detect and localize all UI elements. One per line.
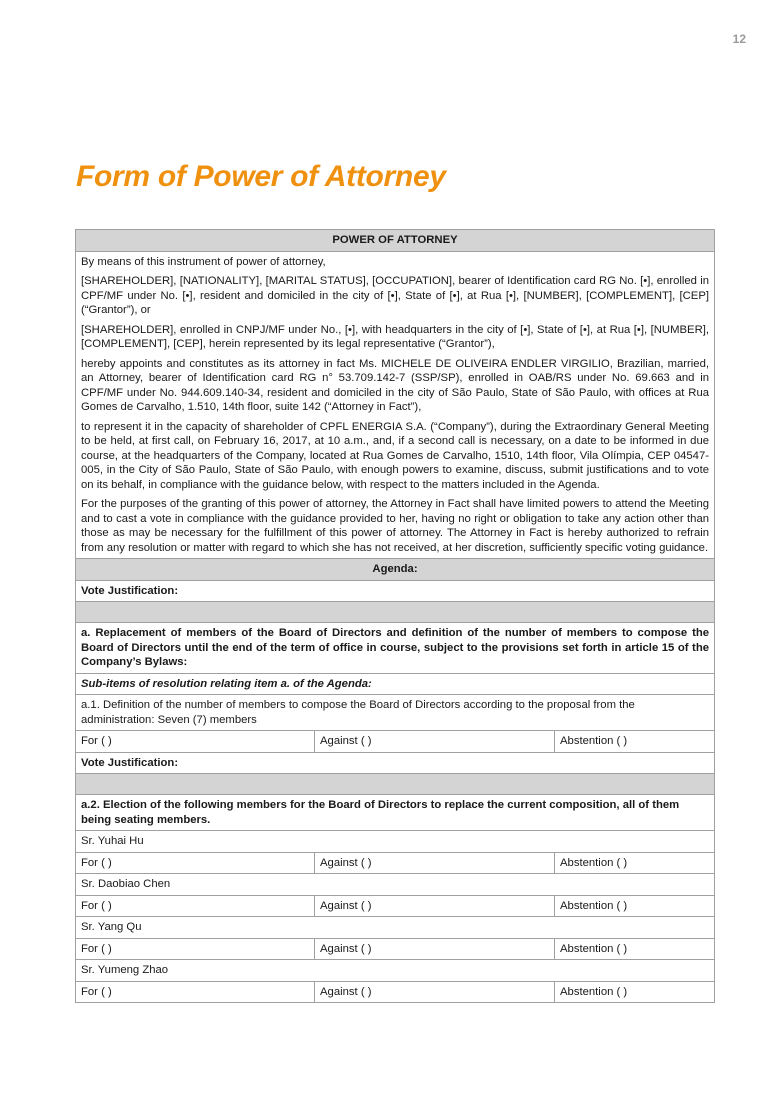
vote-row <box>76 731 715 753</box>
form-header: POWER OF ATTORNEY <box>76 230 715 252</box>
vote-row <box>76 895 715 917</box>
candidate-name: Sr. Yuhai Hu <box>76 831 715 853</box>
item-a2-title: a.2. Election of the following members for the Board of Directors to replace the current composition, all of them being seating members. <box>76 795 715 831</box>
vote-against[interactable]: Against ( ) <box>315 895 555 917</box>
paragraph-limited-powers: For the purposes of the granting of this power of attorney, the Attorney in Fact shall have limited powers to attend the Meeting and to cast a vote in compliance with the guidance provided to her, having no right or obligation to take any action other than those as may be necessary for the fulfillment of this power of attorney. The Attorney in Fact is hereby authorized to refrain from any resolution or matter with regard to which she has not received, at her discretion, sufficiently specific voting guidance. <box>81 498 710 554</box>
vote-abstention[interactable]: Abstention ( ) <box>555 731 715 753</box>
page-title: Form of Power of Attorney <box>76 160 446 193</box>
vote-for[interactable]: For ( ) <box>76 731 315 753</box>
form-body-row <box>76 251 715 559</box>
vote-against[interactable]: Against ( ) <box>315 981 555 1003</box>
candidate-name: Sr. Daobiao Chen <box>76 874 715 896</box>
vote-row <box>76 938 715 960</box>
vote-abstention[interactable]: Abstention ( ) <box>555 895 715 917</box>
vote-against[interactable]: Against ( ) <box>315 938 555 960</box>
candidate-name: Sr. Yang Qu <box>76 917 715 939</box>
candidate-name: Sr. Yumeng Zhao <box>76 960 715 982</box>
power-of-attorney-form <box>75 229 715 1003</box>
vote-for[interactable]: For ( ) <box>76 895 315 917</box>
vote-justification-label: Vote Justification: <box>76 580 715 602</box>
vote-justification-label: Vote Justification: <box>76 752 715 774</box>
paragraph-representation: to represent it in the capacity of shareholder of CPFL ENERGIA S.A. (“Company”), during the Extraordinary General Meeting to be held, at first call, on February 16, 2017, at 10 a.m., and, if a second call is necessary, on a date to be informed in due course, at the headquarters of the Company, located at Rua Gomes de Carvalho, 1510, 14th floor, Vila Olímpia, CEP 04547-005, in the City of São Paulo, State of São Paulo, with enough powers to examine, discuss, submit justifications and to vote on its behalf, in compliance with the guidance below, with respect to the matters included in the Agenda. <box>81 420 710 491</box>
vote-justification-field[interactable] <box>76 602 715 623</box>
vote-row <box>76 852 715 874</box>
vote-abstention[interactable]: Abstention ( ) <box>555 981 715 1003</box>
agenda-header: Agenda: <box>76 559 715 581</box>
paragraph-individual-grantor: [SHAREHOLDER], [NATIONALITY], [MARITAL STATUS], [OCCUPATION], bearer of Identification card RG No. [•], enrolled in CPF/MF under No. [•], resident and domiciled in the city of [•], State of [•], at Rua [•], [NUMBER], [COMPLEMENT], [CEP] (“Grantor”), or <box>81 275 710 316</box>
paragraph-appointment: hereby appoints and constitutes as its attorney in fact Ms. MICHELE DE OLIVEIRA ENDLER VIRGILIO, Brazilian, married, an Attorney, bearer of Identification card RG n° 53.709.142-7 (SSP/SP), enrolled in OAB/RS under No. 69.663 and in CPF/MF under No. 944.609.140-34, resident and domiciled in the city of São Paulo, State of São Paulo, with offices at Rua Gomes de Carvalho, 1.510, 14th floor, suite 142 (“Attorney in Fact”), <box>81 357 710 413</box>
vote-abstention[interactable]: Abstention ( ) <box>555 852 715 874</box>
paragraph-intro: By means of this instrument of power of attorney, <box>81 255 326 268</box>
vote-against[interactable]: Against ( ) <box>315 852 555 874</box>
vote-abstention[interactable]: Abstention ( ) <box>555 938 715 960</box>
vote-for[interactable]: For ( ) <box>76 938 315 960</box>
vote-row <box>76 981 715 1003</box>
page-number: 12 <box>732 32 746 46</box>
subitems-label: Sub-items of resolution relating item a. of the Agenda: <box>76 673 715 695</box>
vote-against[interactable]: Against ( ) <box>315 731 555 753</box>
form-body <box>76 251 715 559</box>
vote-for[interactable]: For ( ) <box>76 852 315 874</box>
item-a1-text: a.1. Definition of the number of members to compose the Board of Directors according to the proposal from the administration: Seven (7) members <box>76 695 715 731</box>
vote-for[interactable]: For ( ) <box>76 981 315 1003</box>
vote-justification-field[interactable] <box>76 774 715 795</box>
paragraph-entity-grantor: [SHAREHOLDER], enrolled in CNPJ/MF under No., [•], with headquarters in the city of [•], State of [•], at Rua [•], [NUMBER], [COMPLEMENT], [CEP], herein represented by its legal representative (“Grantor”), <box>81 323 710 350</box>
item-a-title: a. Replacement of members of the Board of Directors and definition of the number of members to compose the Board of Directors until the end of the term of office in course, subject to the provisions set forth in article 15 of the Company’s Bylaws: <box>76 623 715 674</box>
form-header-row <box>76 230 715 252</box>
